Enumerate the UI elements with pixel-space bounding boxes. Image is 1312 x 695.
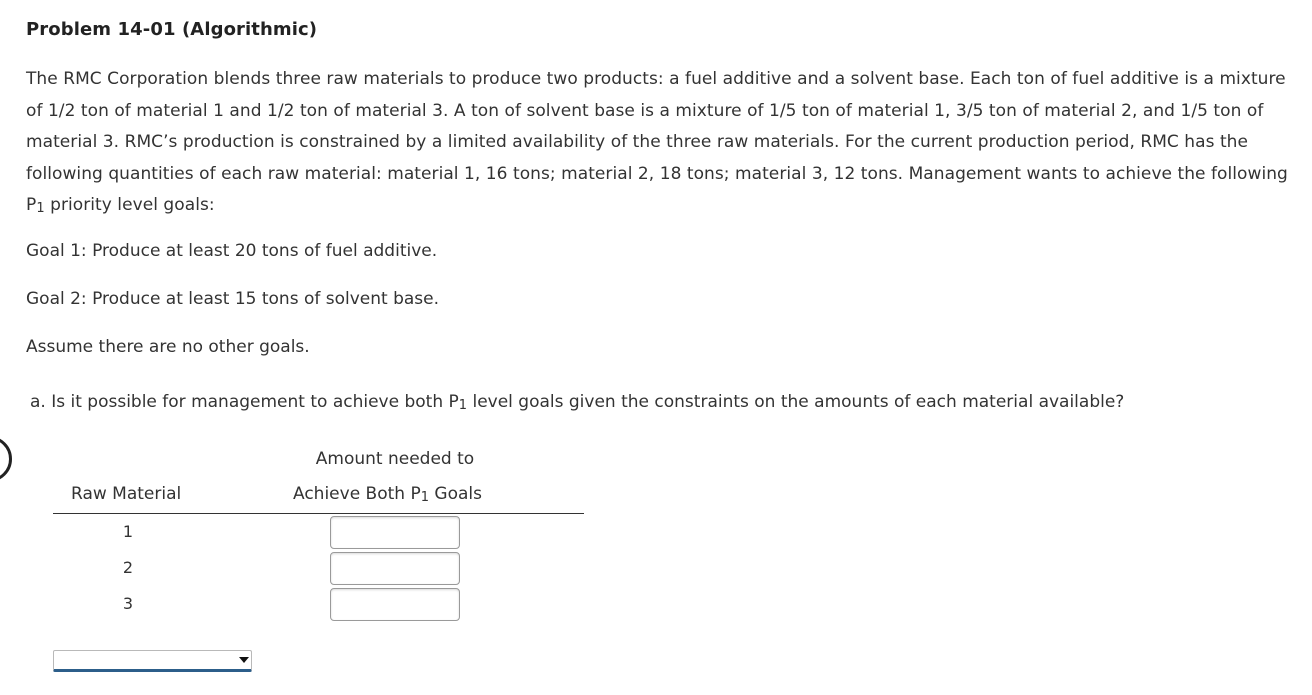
header-achieve-goals bbox=[293, 484, 482, 505]
header-amount-needed: Amount needed to bbox=[315, 449, 475, 469]
table-header-divider bbox=[53, 513, 584, 514]
material-2-label: 2 bbox=[122, 558, 134, 577]
answer-dropdown[interactable] bbox=[53, 650, 252, 672]
material-1-label: 1 bbox=[122, 522, 134, 541]
goal-1-text: Goal 1: Produce at least 20 tons of fuel additive. bbox=[26, 241, 438, 261]
question-a bbox=[30, 392, 1124, 413]
header-raw-material: Raw Material bbox=[71, 484, 182, 504]
problem-paragraph-end: priority level goals: bbox=[50, 195, 215, 215]
chevron-down-icon bbox=[239, 657, 249, 663]
material-3-label: 3 bbox=[122, 594, 134, 613]
header-achieve-sub: 1 bbox=[420, 490, 430, 505]
header-achieve-p: P bbox=[410, 484, 421, 504]
side-circle-indicator bbox=[0, 436, 12, 482]
problem-title: Problem 14-01 (Algorithmic) bbox=[26, 19, 318, 40]
question-a-p: P bbox=[448, 392, 459, 412]
material-2-amount-input[interactable] bbox=[330, 552, 460, 585]
assumption-text: Assume there are no other goals. bbox=[26, 337, 310, 357]
problem-statement bbox=[26, 64, 1302, 225]
priority-sub: 1 bbox=[36, 201, 45, 216]
material-1-amount-input[interactable] bbox=[330, 516, 460, 549]
priority-p: P bbox=[26, 195, 37, 215]
question-a-sub: 1 bbox=[458, 398, 468, 413]
header-achieve-suffix: Goals bbox=[434, 484, 482, 504]
material-3-amount-input[interactable] bbox=[330, 588, 460, 621]
question-a-suffix: level goals given the constraints on the amounts of each material available? bbox=[472, 392, 1125, 412]
problem-paragraph: The RMC Corporation blends three raw materials to produce two products: a fuel additive and a solvent base. Each ton of fuel additive is a mixture of 1/2 ton of material 1 and 1/2 ton of material 3. A ton of solvent base is a mixture of 1/5 ton of material 1, 3/5 ton of material 2, and 1/5 ton of material 3. RMC’s production is constrained by a limited availability of the three raw materials. For the current production period, RMC has the following quantities of each raw material: material 1, 16 tons; material 2, 18 tons; material 3, 12 tons. Management wants to achieve the following bbox=[26, 69, 1288, 184]
question-a-prefix: a. Is it possible for management to achieve both bbox=[30, 392, 444, 412]
goal-2-text: Goal 2: Produce at least 15 tons of solvent base. bbox=[26, 289, 440, 309]
header-achieve-prefix: Achieve Both bbox=[293, 484, 406, 504]
